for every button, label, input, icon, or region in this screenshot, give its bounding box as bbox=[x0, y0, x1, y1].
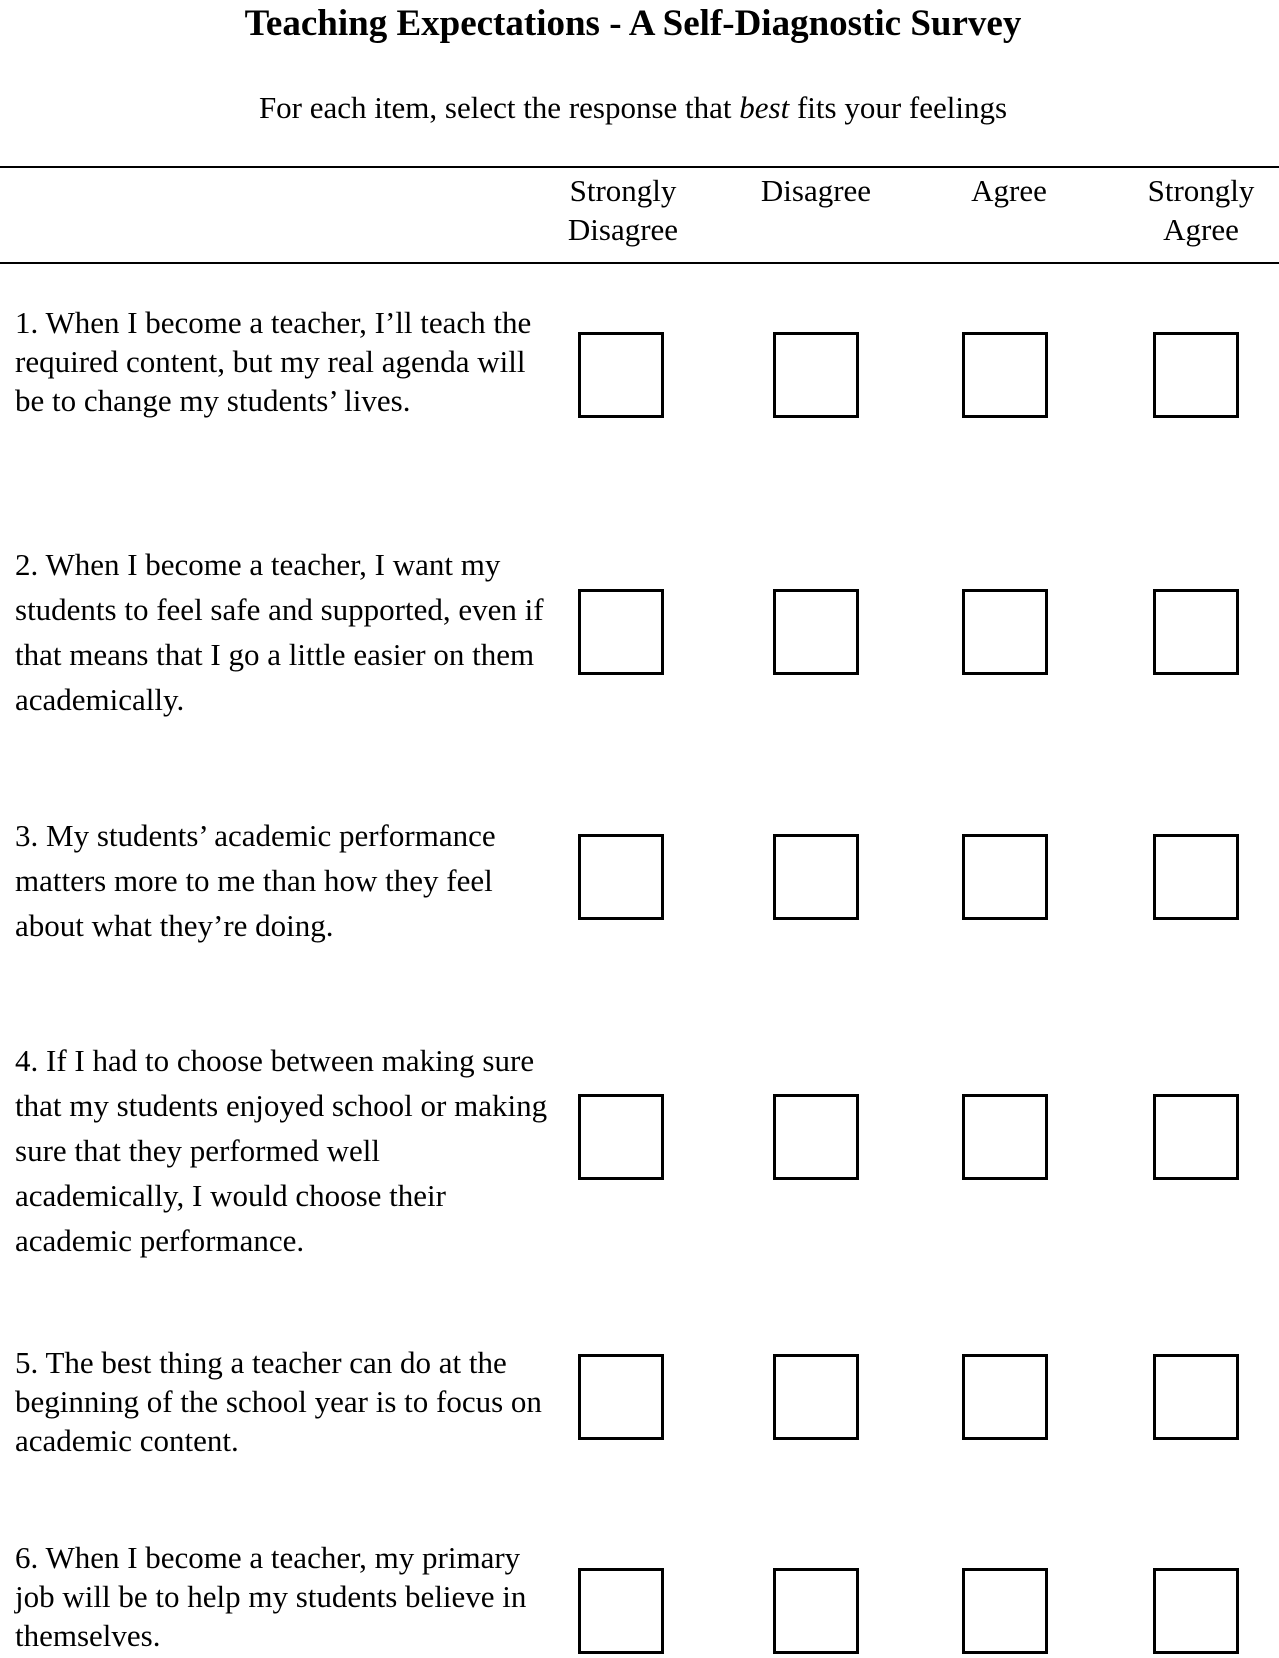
q4-strongly-agree-checkbox[interactable] bbox=[1153, 1094, 1239, 1180]
q4-disagree-checkbox[interactable] bbox=[773, 1094, 859, 1180]
column-header-line: Agree bbox=[971, 173, 1047, 208]
column-header-line: Disagree bbox=[760, 173, 872, 208]
q2-strongly-agree-checkbox[interactable] bbox=[1153, 589, 1239, 675]
instructions-text: For each item, select the response that bbox=[258, 90, 740, 125]
q5-agree-checkbox[interactable] bbox=[962, 1354, 1048, 1440]
instructions-text-end: fits your feelings bbox=[789, 90, 1008, 125]
header-bottom-rule bbox=[0, 262, 1279, 264]
column-header-line: Strongly bbox=[569, 173, 677, 208]
q2-disagree-checkbox[interactable] bbox=[773, 589, 859, 675]
question-3-text: 3. My students’ academic performance matters more to me than how they feel about what they’re doing. bbox=[15, 818, 496, 943]
q5-strongly-agree-checkbox[interactable] bbox=[1153, 1354, 1239, 1440]
survey-title: Teaching Expectations - A Self-Diagnostic Survey bbox=[244, 3, 1022, 44]
column-header-agree bbox=[909, 171, 1109, 210]
q6-strongly-agree-checkbox[interactable] bbox=[1153, 1568, 1239, 1654]
q6-strongly-disagree-checkbox[interactable] bbox=[578, 1568, 664, 1654]
column-header-line: Agree bbox=[1163, 212, 1239, 247]
question-6-text: 6. When I become a teacher, my primary job will be to help my students believe in themselves. bbox=[15, 1540, 527, 1653]
q2-strongly-disagree-checkbox[interactable] bbox=[578, 589, 664, 675]
q5-disagree-checkbox[interactable] bbox=[773, 1354, 859, 1440]
column-header-disagree bbox=[716, 171, 916, 210]
q4-strongly-disagree-checkbox[interactable] bbox=[578, 1094, 664, 1180]
q3-disagree-checkbox[interactable] bbox=[773, 834, 859, 920]
column-header-line: Disagree bbox=[567, 212, 679, 247]
q3-strongly-disagree-checkbox[interactable] bbox=[578, 834, 664, 920]
header-top-rule bbox=[0, 166, 1279, 168]
column-header-line: Strongly bbox=[1147, 173, 1255, 208]
question-5-text: 5. The best thing a teacher can do at the beginning of the school year is to focus on academic content. bbox=[15, 1345, 542, 1458]
question-4-text: 4. If I had to choose between making sure that my students enjoyed school or making sure that they performed well academically, I would choose their academic performance. bbox=[15, 1043, 548, 1258]
instructions-emphasis: best bbox=[739, 90, 790, 125]
q5-strongly-disagree-checkbox[interactable] bbox=[578, 1354, 664, 1440]
q1-strongly-agree-checkbox[interactable] bbox=[1153, 332, 1239, 418]
question-1-text: 1. When I become a teacher, I’ll teach the required content, but my real agenda will be to change my students’ lives. bbox=[15, 305, 532, 418]
q1-disagree-checkbox[interactable] bbox=[773, 332, 859, 418]
q3-agree-checkbox[interactable] bbox=[962, 834, 1048, 920]
question-2-text: 2. When I become a teacher, I want my students to feel safe and supported, even if that means that I go a little easier on them academically. bbox=[15, 547, 544, 717]
q3-strongly-agree-checkbox[interactable] bbox=[1153, 834, 1239, 920]
q6-disagree-checkbox[interactable] bbox=[773, 1568, 859, 1654]
q4-agree-checkbox[interactable] bbox=[962, 1094, 1048, 1180]
q1-strongly-disagree-checkbox[interactable] bbox=[578, 332, 664, 418]
column-header-strongly-agree bbox=[1101, 171, 1279, 249]
column-header-strongly-disagree bbox=[523, 171, 723, 249]
q2-agree-checkbox[interactable] bbox=[962, 589, 1048, 675]
q1-agree-checkbox[interactable] bbox=[962, 332, 1048, 418]
q6-agree-checkbox[interactable] bbox=[962, 1568, 1048, 1654]
instructions bbox=[0, 89, 1266, 127]
